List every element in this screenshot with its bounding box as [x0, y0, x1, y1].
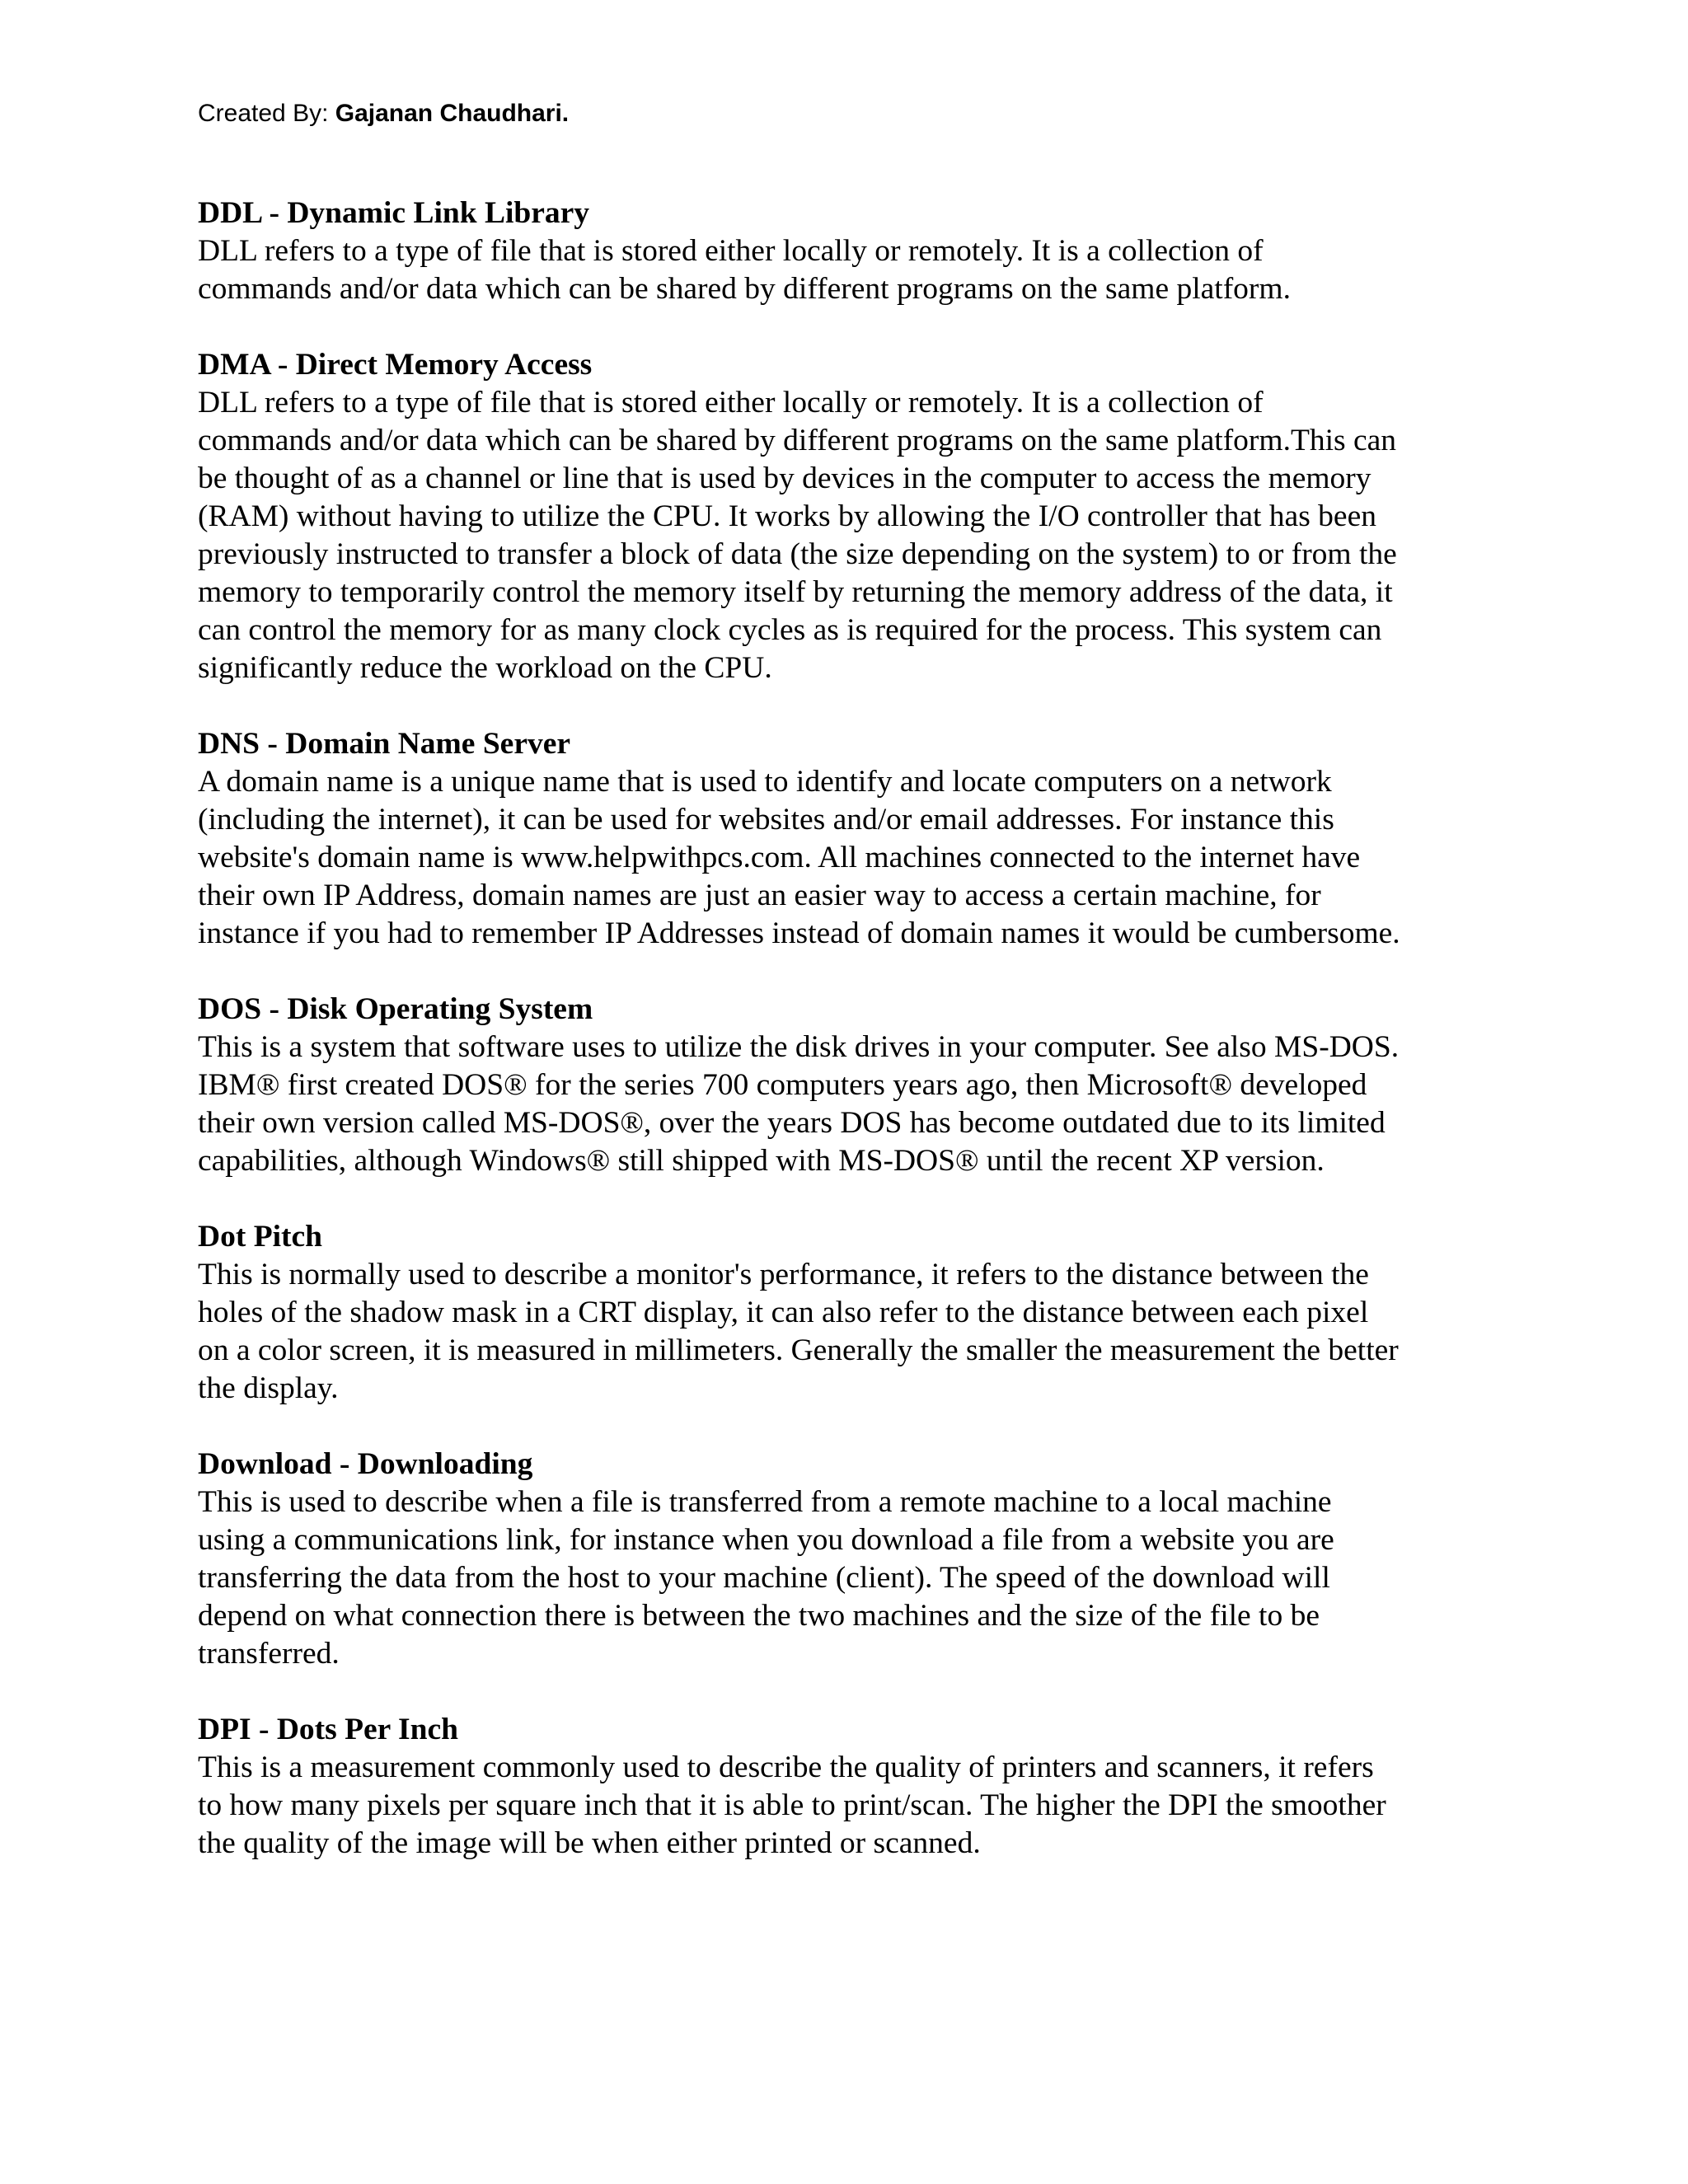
entry-body	[198, 1749, 1500, 1863]
entry-body	[198, 232, 1500, 308]
entry-body-line: holes of the shadow mask in a CRT display, it can also refer to the distance between each pixel	[198, 1296, 1369, 1329]
glossary-entry	[198, 991, 1500, 1180]
entry-body-line: DLL refers to a type of file that is stored either locally or remotely. It is a collection of	[198, 234, 1264, 268]
entry-body-line: previously instructed to transfer a block of data (the size depending on the system) to or from the	[198, 537, 1397, 571]
entry-body-line: This is normally used to describe a monitor's performance, it refers to the distance between the	[198, 1258, 1369, 1291]
entry-body-line: their own IP Address, domain names are just an easier way to access a certain machine, for	[198, 879, 1321, 912]
entry-body-line: DLL refers to a type of file that is stored either locally or remotely. It is a collection of	[198, 386, 1264, 419]
glossary-entry	[198, 1218, 1500, 1408]
entry-body	[198, 1029, 1500, 1180]
glossary-entry	[198, 1711, 1500, 1863]
entry-body-line: transferred.	[198, 1637, 340, 1671]
entry-title: DDL - Dynamic Link Library	[198, 196, 590, 230]
entry-body-line: memory to temporarily control the memory itself by returning the memory address of the data, it	[198, 575, 1393, 609]
entry-body-line: instance if you had to remember IP Addresses instead of domain names it would be cumbersome.	[198, 916, 1400, 950]
entry-body	[198, 1483, 1500, 1673]
entry-body-line: the display.	[198, 1371, 339, 1405]
entry-body-line: to how many pixels per square inch that it is able to print/scan. The higher the DPI the smoother	[198, 1788, 1386, 1822]
entry-body	[198, 763, 1500, 953]
entry-body-line: commands and/or data which can be shared by different programs on the same platform.This can	[198, 424, 1397, 457]
entry-body-line: depend on what connection there is between the two machines and the size of the file to be	[198, 1599, 1320, 1633]
entry-title: DMA - Direct Memory Access	[198, 348, 593, 382]
entry-body-line: A domain name is a unique name that is used to identify and locate computers on a network	[198, 765, 1332, 799]
entry-body	[198, 384, 1500, 687]
entry-body	[198, 1256, 1500, 1408]
created-by-label: Created By:	[198, 100, 335, 127]
entry-body-line: their own version called MS-DOS®, over the years DOS has become outdated due to its limited	[198, 1106, 1386, 1140]
glossary-entry	[198, 725, 1500, 953]
entry-body-line: significantly reduce the workload on the CPU.	[198, 651, 772, 685]
entry-body-line: transferring the data from the host to your machine (client). The speed of the download will	[198, 1561, 1330, 1595]
glossary-entry	[198, 194, 1500, 308]
glossary-entry	[198, 1446, 1500, 1673]
entry-body-line: This is a system that software uses to utilize the disk drives in your computer. See also MS-DOS.	[198, 1030, 1400, 1064]
entry-title: DNS - Domain Name Server	[198, 727, 570, 761]
entry-title: Download - Downloading	[198, 1447, 533, 1481]
entry-body-line: This is used to describe when a file is transferred from a remote machine to a local machine	[198, 1485, 1332, 1519]
entry-title: Dot Pitch	[198, 1220, 323, 1254]
created-by-line	[198, 97, 569, 130]
entry-body-line: commands and/or data which can be shared by different programs on the same platform.	[198, 272, 1291, 306]
author-name: Gajanan Chaudhari.	[335, 100, 570, 127]
entry-body-line: This is a measurement commonly used to describe the quality of printers and scanners, it refers	[198, 1750, 1374, 1784]
entry-body-line: the quality of the image will be when either printed or scanned.	[198, 1826, 981, 1860]
entry-body-line: website's domain name is www.helpwithpcs.com. All machines connected to the internet have	[198, 841, 1361, 874]
entry-body-line: (RAM) without having to utilize the CPU. It works by allowing the I/O controller that has been	[198, 499, 1376, 533]
entry-body-line: be thought of as a channel or line that is used by devices in the computer to access the memory	[198, 462, 1372, 495]
entry-body-line: can control the memory for as many clock cycles as is required for the process. This system can	[198, 613, 1382, 647]
entry-body-line: on a color screen, it is measured in millimeters. Generally the smaller the measurement the better	[198, 1333, 1399, 1367]
entry-body-line: using a communications link, for instance when you download a file from a website you are	[198, 1523, 1334, 1557]
entry-body-line: capabilities, although Windows® still shipped with MS-DOS® until the recent XP version.	[198, 1144, 1325, 1178]
entry-title: DOS - Disk Operating System	[198, 992, 593, 1026]
glossary-content	[198, 194, 1500, 1900]
entry-title: DPI - Dots Per Inch	[198, 1713, 458, 1746]
entry-body-line: IBM® first created DOS® for the series 700 computers years ago, then Microsoft® developed	[198, 1068, 1367, 1102]
glossary-entry	[198, 346, 1500, 687]
entry-body-line: (including the internet), it can be used for websites and/or email addresses. For instance this	[198, 803, 1334, 837]
